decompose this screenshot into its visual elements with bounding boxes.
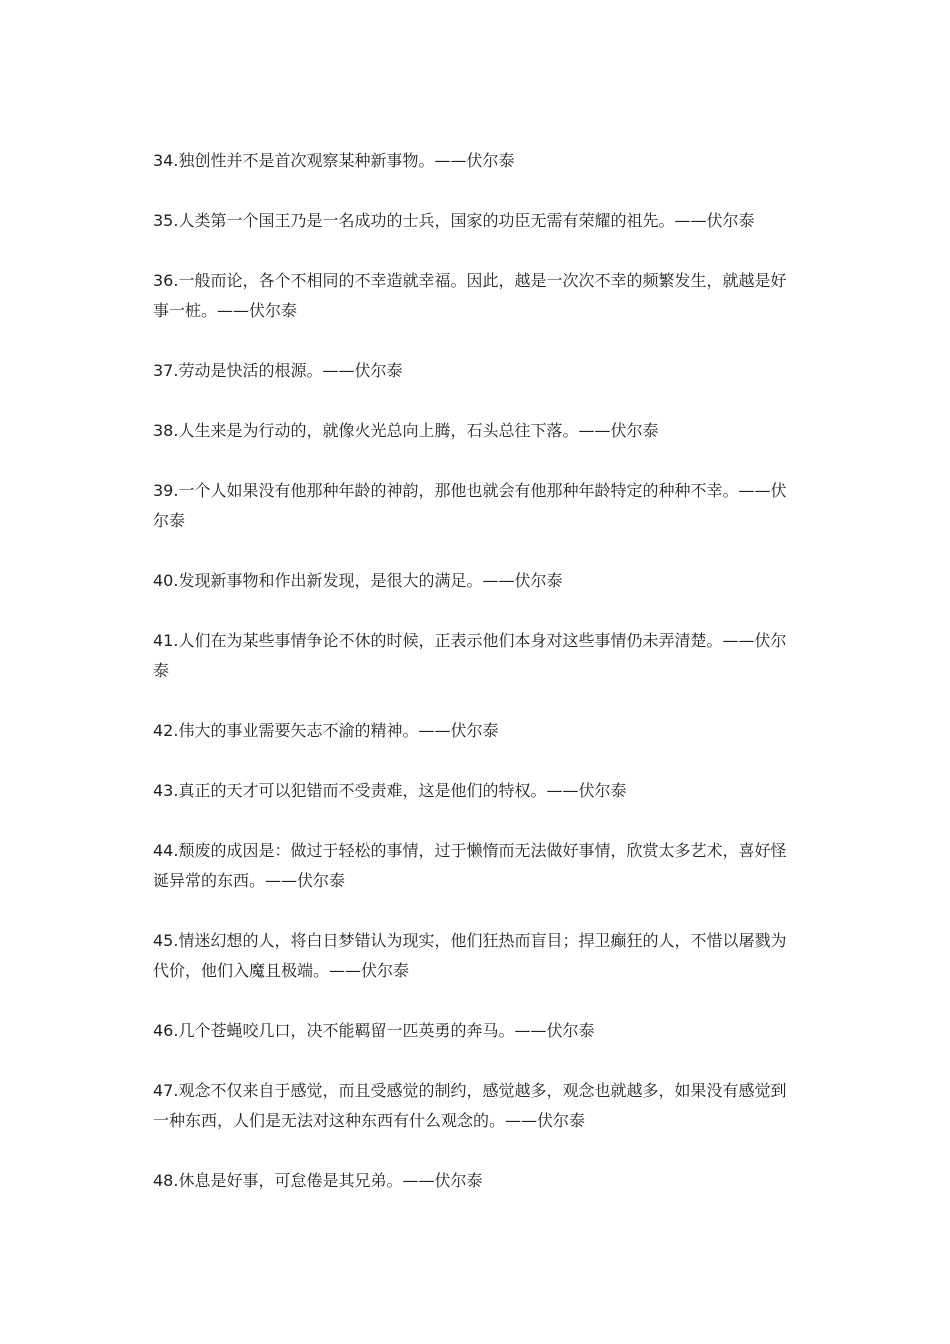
quote-48: 48.休息是好事，可怠倦是其兄弟。——伏尔泰 bbox=[153, 1171, 483, 1190]
quote-40: 40.发现新事物和作出新发现，是很大的满足。——伏尔泰 bbox=[153, 571, 563, 590]
quote-36: 36.一般而论，各个不相同的不幸造就幸福。因此，越是一次次不幸的频繁发生，就越是好事一桩。——伏尔泰 bbox=[153, 271, 787, 320]
quote-35: 35.人类第一个国王乃是一名成功的士兵，国家的功臣无需有荣耀的祖先。——伏尔泰 bbox=[153, 211, 755, 230]
quote-38: 38.人生来是为行动的，就像火光总向上腾，石头总往下落。——伏尔泰 bbox=[153, 421, 659, 440]
quote-43: 43.真正的天才可以犯错而不受责难，这是他们的特权。——伏尔泰 bbox=[153, 781, 627, 800]
quote-44: 44.颓废的成因是：做过于轻松的事情，过于懒惰而无法做好事情，欣赏太多艺术，喜好怪诞异常的东西。——伏尔泰 bbox=[153, 841, 787, 890]
quote-41: 41.人们在为某些事情争论不休的时候，正表示他们本身对这些事情仍未弄清楚。——伏尔泰 bbox=[153, 631, 787, 680]
quote-45: 45.情迷幻想的人，将白日梦错认为现实，他们狂热而盲目；捍卫癫狂的人，不惜以屠戮为代价，他们入魔且极端。——伏尔泰 bbox=[153, 931, 787, 980]
quote-46: 46.几个苍蝇咬几口，决不能羁留一匹英勇的奔马。——伏尔泰 bbox=[153, 1021, 595, 1040]
quote-34: 34.独创性并不是首次观察某种新事物。——伏尔泰 bbox=[153, 151, 515, 170]
quote-42: 42.伟大的事业需要矢志不渝的精神。——伏尔泰 bbox=[153, 721, 499, 740]
quote-39: 39.一个人如果没有他那种年龄的神韵，那他也就会有他那种年龄特定的种种不幸。——伏尔泰 bbox=[153, 481, 787, 530]
quote-37: 37.劳动是快活的根源。——伏尔泰 bbox=[153, 361, 403, 380]
quote-list bbox=[153, 146, 801, 1226]
quote-47: 47.观念不仅来自于感觉，而且受感觉的制约，感觉越多，观念也就越多，如果没有感觉到一种东西，人们是无法对这种东西有什么观念的。——伏尔泰 bbox=[153, 1081, 787, 1130]
